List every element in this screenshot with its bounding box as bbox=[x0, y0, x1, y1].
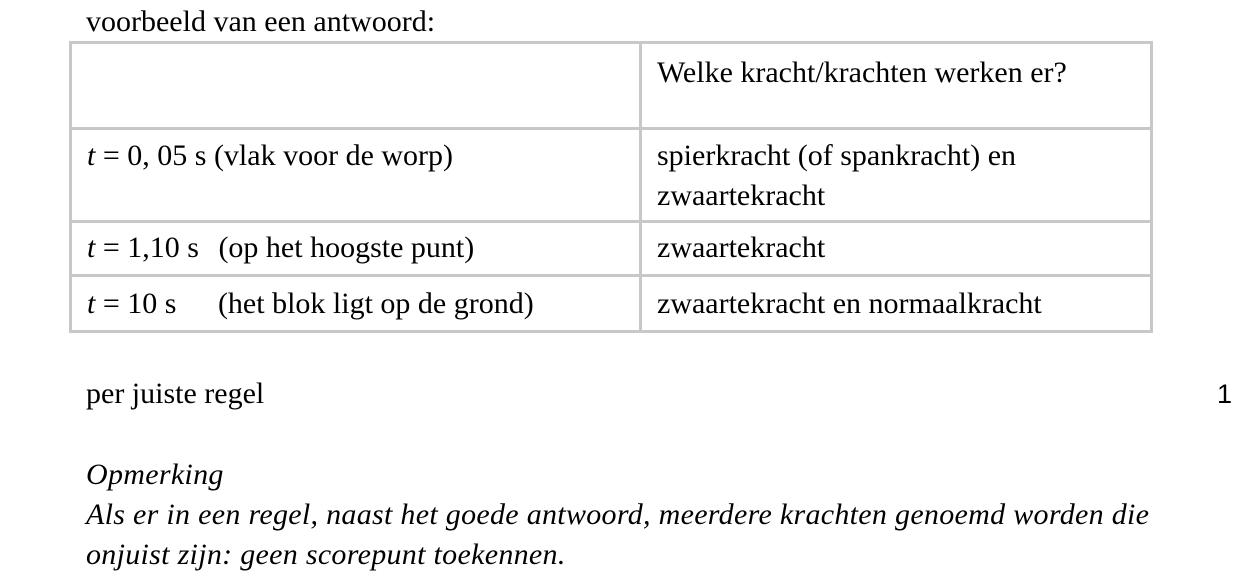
moment-description: (het blok ligt op de grond) bbox=[217, 287, 534, 320]
remark-title: Opmerking bbox=[86, 458, 224, 491]
header-cell-forces: Welke kracht/krachten werken er? bbox=[641, 43, 1152, 129]
answer-table bbox=[69, 41, 1153, 333]
moment-description: (op het hoogste punt) bbox=[218, 231, 475, 264]
remark bbox=[86, 455, 1216, 575]
remark-text: Als er in een regel, naast het goede antwoord, meerdere krachten genoemd worden die onjuist zijn: geen scorepunt toekennen. bbox=[86, 498, 1150, 571]
moment-description: (vlak voor de worp) bbox=[213, 139, 454, 172]
header-cell-empty bbox=[71, 43, 641, 129]
forces-cell: spierkracht (of spankracht) en zwaartekracht bbox=[641, 129, 1152, 222]
time-cell bbox=[71, 276, 641, 332]
time-cell bbox=[71, 129, 641, 222]
table-row bbox=[71, 276, 1152, 332]
time-value: = 0, 05 s bbox=[102, 139, 207, 172]
time-value: = 10 s bbox=[102, 287, 177, 320]
time-variable: t bbox=[87, 231, 96, 264]
forces-cell: zwaartekracht en normaalkracht bbox=[641, 276, 1152, 332]
table-row bbox=[71, 222, 1152, 276]
scoring-rule-label: per juiste regel bbox=[86, 377, 265, 410]
intro-text: voorbeeld van een antwoord: bbox=[86, 5, 436, 38]
score-points: 1 bbox=[1216, 379, 1232, 409]
forces-cell: zwaartekracht bbox=[641, 222, 1152, 276]
time-cell bbox=[71, 222, 641, 276]
time-variable: t bbox=[87, 287, 96, 320]
table-header-row bbox=[71, 43, 1152, 129]
table-row bbox=[71, 129, 1152, 222]
time-value: = 1,10 s bbox=[102, 231, 199, 264]
time-variable: t bbox=[87, 139, 96, 172]
